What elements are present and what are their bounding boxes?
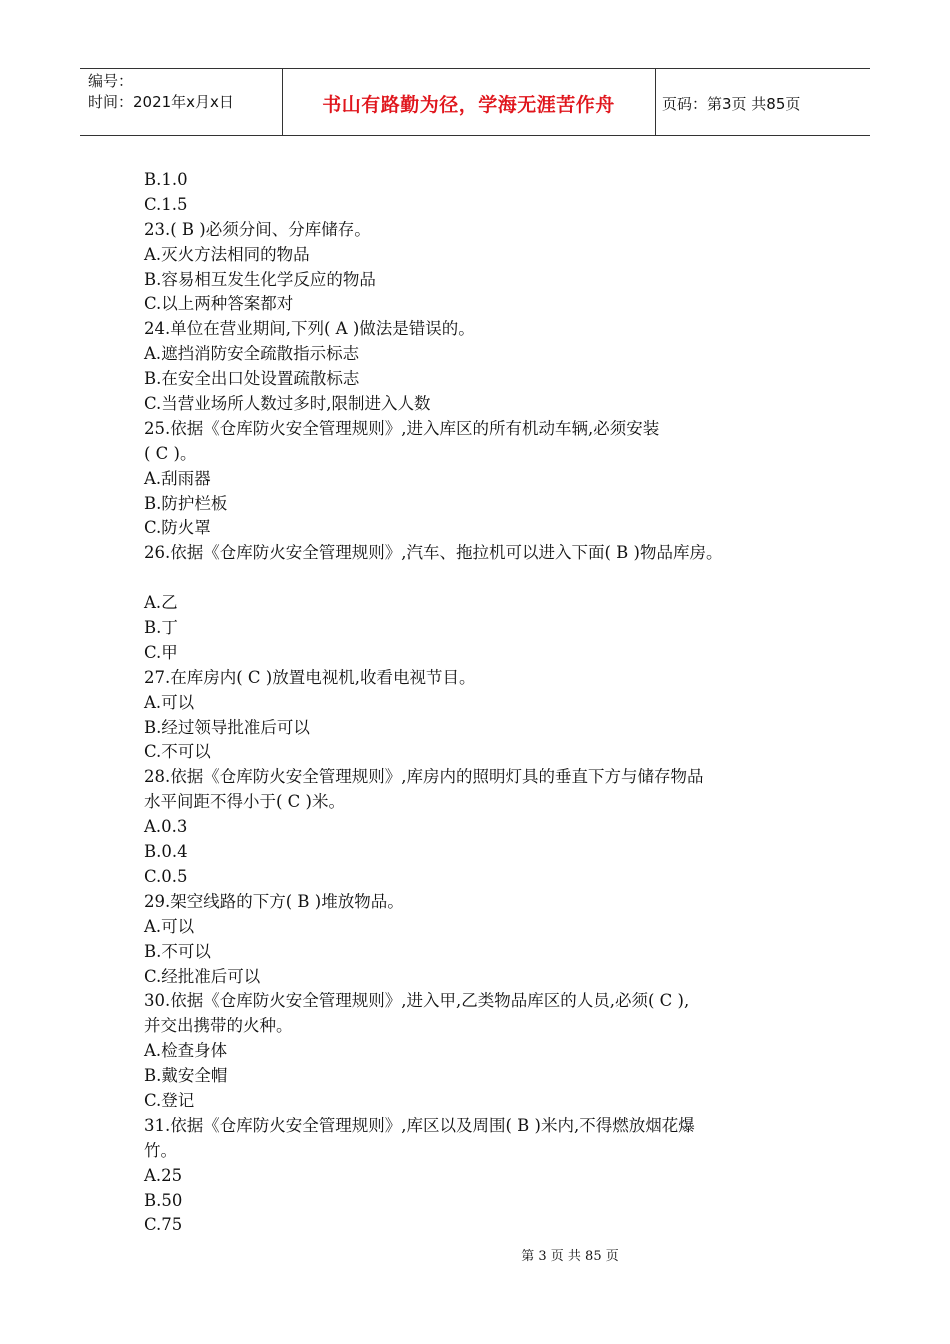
- text-line: A.检查身体: [144, 1041, 228, 1061]
- document-time-label: 时间：2021年x月x日: [88, 93, 234, 111]
- text-line: [144, 566, 844, 591]
- text-line: C.不可以: [144, 742, 211, 762]
- header-motto: 书山有路勤为径，学海无涯苦作舟: [322, 93, 615, 116]
- text-line: C.经批准后可以: [144, 966, 261, 986]
- text-line: A.可以: [144, 692, 195, 712]
- text-line: 25.依据《仓库防火安全管理规则》,进入库区的所有机动车辆,必须安装: [144, 418, 660, 438]
- page-footer: 第 3 页 共 85 页: [521, 1249, 619, 1264]
- text-line: B.经过领导批准后可以: [144, 717, 310, 737]
- page-header: [80, 68, 870, 136]
- text-line: A.乙: [144, 593, 178, 613]
- text-line: B.容易相互发生化学反应的物品: [144, 269, 376, 289]
- text-line: C.0.5: [144, 866, 188, 886]
- header-meta: [88, 71, 234, 113]
- text-line: C.1.5: [144, 194, 188, 214]
- text-line: C.以上两种答案都对: [144, 294, 294, 314]
- header-page-info: 页码：第3页 共85页: [662, 94, 801, 113]
- text-line: B.丁: [144, 618, 178, 638]
- document-body: [144, 168, 844, 1238]
- text-line: A.可以: [144, 916, 195, 936]
- text-line: A.刮雨器: [144, 468, 211, 488]
- text-line: A.25: [144, 1165, 183, 1185]
- text-line: B.0.4: [144, 842, 188, 862]
- text-line: 30.依据《仓库防火安全管理规则》,进入甲,乙类物品库区的人员,必须( C ),: [144, 991, 690, 1011]
- text-line: 并交出携带的火种。: [144, 1016, 293, 1036]
- text-line: B.1.0: [144, 170, 188, 189]
- text-line: ( C )。: [144, 443, 197, 463]
- text-line: 29.架空线路的下方( B )堆放物品。: [144, 891, 404, 911]
- text-line: 23.( B )必须分间、分库储存。: [144, 219, 371, 239]
- text-line: B.在安全出口处设置疏散标志: [144, 369, 360, 389]
- text-line: 24.单位在营业期间,下列( A )做法是错误的。: [144, 319, 475, 339]
- text-line: 26.依据《仓库防火安全管理规则》,汽车、拖拉机可以进入下面( B )物品库房。: [144, 543, 723, 563]
- text-line: 27.在库房内( C )放置电视机,收看电视节目。: [144, 667, 476, 687]
- text-line: A.0.3: [144, 817, 188, 837]
- text-line: B.50: [144, 1190, 183, 1210]
- header-divider-right: [655, 69, 656, 135]
- text-line: C.75: [144, 1215, 183, 1235]
- document-number-label: 编号：: [88, 72, 134, 90]
- text-line: B.不可以: [144, 941, 211, 961]
- text-line: 竹。: [144, 1140, 177, 1160]
- text-line: A.灭火方法相同的物品: [144, 244, 310, 264]
- text-line: A.遮挡消防安全疏散指示标志: [144, 344, 360, 364]
- text-line: B.防护栏板: [144, 493, 228, 513]
- text-line: C.当营业场所人数过多时,限制进入人数: [144, 394, 431, 414]
- text-line: B.戴安全帽: [144, 1066, 228, 1086]
- text-line: C.甲: [144, 642, 178, 662]
- text-line: 水平间距不得小于( C )米。: [144, 792, 345, 812]
- text-line: 31.依据《仓库防火安全管理规则》,库区以及周围( B )米内,不得燃放烟花爆: [144, 1115, 695, 1135]
- text-line: C.防火罩: [144, 518, 211, 538]
- text-line: 28.依据《仓库防火安全管理规则》,库房内的照明灯具的垂直下方与储存物品: [144, 767, 704, 787]
- text-line: C.登记: [144, 1090, 195, 1110]
